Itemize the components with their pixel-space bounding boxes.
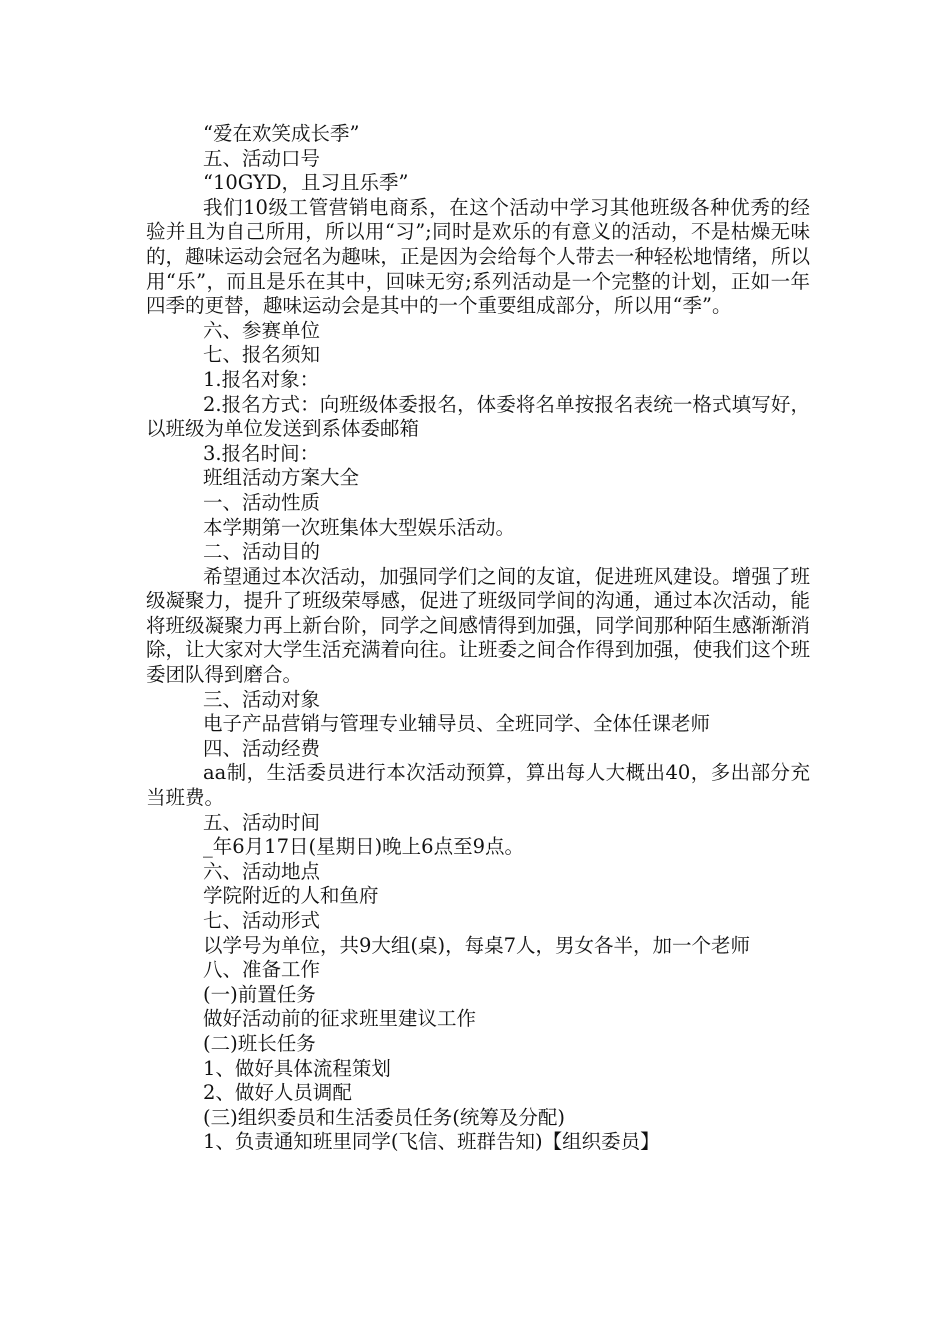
sub-heading: (三)组织委员和生活委员任务(统筹及分配) bbox=[203, 1105, 565, 1129]
section-heading: 四、活动经费 bbox=[203, 736, 321, 760]
paragraph: 电子产品营销与管理专业辅导员、全班同学、全体任课老师 bbox=[203, 712, 711, 736]
list-item: 1、做好具体流程策划 bbox=[203, 1056, 391, 1080]
paragraph: 做好活动前的征求班里建议工作 bbox=[203, 1007, 477, 1031]
section-heading: 五、活动口号 bbox=[203, 146, 321, 170]
list-item: 3.报名时间： bbox=[203, 441, 320, 465]
paragraph: 我们10级工管营销电商系，在这个活动中学习其他班级各种优秀的经验并且为自己所用，所以用“习”;同时是欢乐的有意义的活动，不是枯燥无味的，趣味运动会冠名为趣味，正是因为会给每个人带去一种轻松地情绪，所以用“乐”，而且是乐在其中，回味无穷;系列活动是一个完整的计划，正如一年四季的更替，趣味运动会是其中的一个重要组成部分，所以用“季”。 bbox=[146, 195, 810, 318]
paragraph: 本学期第一次班集体大型娱乐活动。 bbox=[203, 515, 516, 539]
sub-heading: (一)前置任务 bbox=[203, 982, 316, 1006]
list-item: 1、负责通知班里同学(飞信、班群告知)【组织委员】 bbox=[203, 1130, 660, 1154]
section-heading: 八、准备工作 bbox=[203, 958, 321, 982]
document-body bbox=[146, 122, 810, 1155]
section-heading: 三、活动对象 bbox=[203, 687, 321, 711]
paragraph: aa制，生活委员进行本次活动预算，算出每人大概出40，多出部分充当班费。 bbox=[146, 761, 810, 810]
section-heading: 六、参赛单位 bbox=[203, 318, 321, 342]
section-heading: 七、活动形式 bbox=[203, 909, 321, 932]
section-heading: 六、活动地点 bbox=[203, 859, 321, 883]
section-heading: 一、活动性质 bbox=[203, 490, 321, 514]
document-title: 班组活动方案大全 bbox=[203, 466, 360, 490]
paragraph: 学院附近的人和鱼府 bbox=[203, 884, 379, 908]
paragraph: “10GYD，且习且乐季” bbox=[203, 171, 409, 195]
list-item: 1.报名对象： bbox=[203, 367, 320, 391]
paragraph: 以学号为单位，共9大组(桌)，每桌7人，男女各半，加一个老师 bbox=[203, 933, 751, 957]
sub-heading: (二)班长任务 bbox=[203, 1031, 316, 1055]
section-heading: 五、活动时间 bbox=[203, 810, 321, 834]
section-heading: 七、报名须知 bbox=[203, 343, 321, 367]
paragraph: _年6月17日(星期日)晚上6点至9点。 bbox=[203, 835, 524, 859]
section-heading: 二、活动目的 bbox=[203, 540, 321, 564]
paragraph: 希望通过本次活动，加强同学们之间的友谊，促进班风建设。增强了班级凝聚力，提升了班级荣辱感，促进了班级同学间的沟通，通过本次活动，能将班级凝聚力再上新台阶，同学之间感情得到加强，同学间那种陌生感渐渐消除，让大家对大学生活充满着向往。让班委之间合作得到加强，使我们这个班委团队得到磨合。 bbox=[146, 564, 810, 687]
list-item: 2、做好人员调配 bbox=[203, 1081, 352, 1105]
paragraph: “爱在欢笑成长季” bbox=[203, 122, 360, 145]
list-item: 2.报名方式：向班级体委报名，体委将名单按报名表统一格式填写好，以班级为单位发送到系体委邮箱 bbox=[146, 392, 810, 441]
